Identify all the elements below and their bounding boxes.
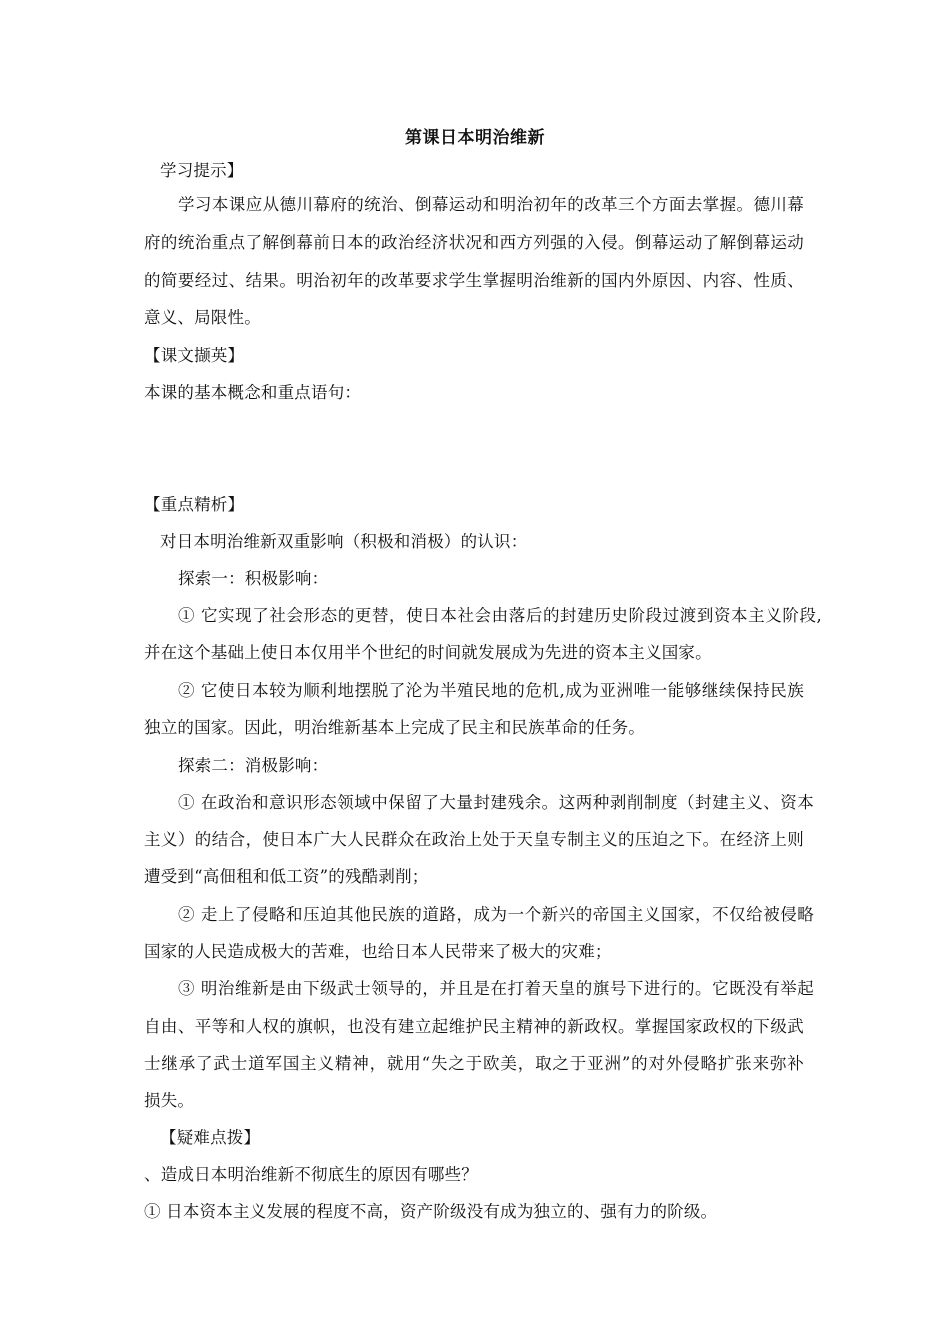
- explore-two-p3-line-2: 自由、平等和人权的旗帜，也没有建立起维护民主精神的新政权。掌握国家政权的下级武: [144, 1017, 804, 1036]
- explore-two-p1-line-3: 遭受到“高佃租和低工资”的残酷剥削；: [144, 867, 429, 886]
- explore-two-p2-line-1: ② 走上了侵略和压迫其他民族的道路，成为一个新兴的帝国主义国家，不仅给被侵略: [178, 905, 814, 924]
- explore-one-p2-line-1: ② 它使日本较为顺利地摆脱了沦为半殖民地的危机,成为亚洲唯一能够继续保持民族: [178, 681, 804, 700]
- explore-two-heading: 探索二：消极影响：: [178, 756, 329, 775]
- difficulty-answer-1: ① 日本资本主义发展的程度不高，资产阶级没有成为独立的、强有力的阶级。: [144, 1202, 718, 1221]
- explore-two-p2-line-2: 国家的人民造成极大的苦难，也给日本人民带来了极大的灾难；: [144, 942, 612, 961]
- difficulty-question: 、造成日本明治维新不彻底生的原因有哪些？: [144, 1165, 478, 1184]
- explore-one-p2-line-2: 独立的国家。因此，明治维新基本上完成了民主和民族革命的任务。: [144, 718, 645, 737]
- tips-line-4: 意义、局限性。: [144, 308, 261, 327]
- explore-two-p3-line-1: ③ 明治维新是由下级武士领导的，并且是在打着天皇的旗号下进行的。它既没有举起: [178, 979, 814, 998]
- analysis-heading: 【重点精析】: [144, 495, 245, 514]
- explore-one-p1-line-1: ① 它实现了社会形态的更替，使日本社会由落后的封建历史阶段过渡到资本主义阶段,: [178, 606, 822, 625]
- explore-one-p1-line-2: 并在这个基础上使日本仅用半个世纪的时间就发展成为先进的资本主义国家。: [144, 643, 712, 662]
- tips-line-2: 府的统治重点了解倒幕前日本的政治经济状况和西方列强的入侵。倒幕运动了解倒幕运动: [144, 233, 804, 252]
- page-title: 第课日本明治维新: [405, 128, 545, 148]
- tips-line-3: 的简要经过、结果。明治初年的改革要求学生掌握明治维新的国内外原因、内容、性质、: [144, 271, 804, 290]
- excerpt-line: 本课的基本概念和重点语句：: [144, 383, 362, 402]
- explore-two-p3-line-4: 损失。: [144, 1091, 195, 1110]
- explore-two-p1-line-2: 主义）的结合，使日本广大人民群众在政治上处于天皇专制主义的压迫之下。在经济上则: [144, 830, 804, 849]
- tips-heading: 学习提示】: [160, 161, 244, 180]
- explore-one-heading: 探索一：积极影响：: [178, 569, 329, 588]
- excerpt-heading: 【课文撷英】: [144, 346, 245, 365]
- difficulty-heading: 【疑难点拨】: [160, 1128, 261, 1147]
- analysis-intro: 对日本明治维新双重影响（积极和消极）的认识：: [160, 532, 528, 551]
- tips-line-1: 学习本课应从德川幕府的统治、倒幕运动和明治初年的改革三个方面去掌握。德川幕: [178, 195, 804, 214]
- explore-two-p3-line-3: 士继承了武士道军国主义精神，就用“失之于欧美，取之于亚洲”的对外侵略扩张来弥补: [144, 1054, 804, 1073]
- explore-two-p1-line-1: ① 在政治和意识形态领域中保留了大量封建残余。这两种剥削制度（封建主义、资本: [178, 793, 814, 812]
